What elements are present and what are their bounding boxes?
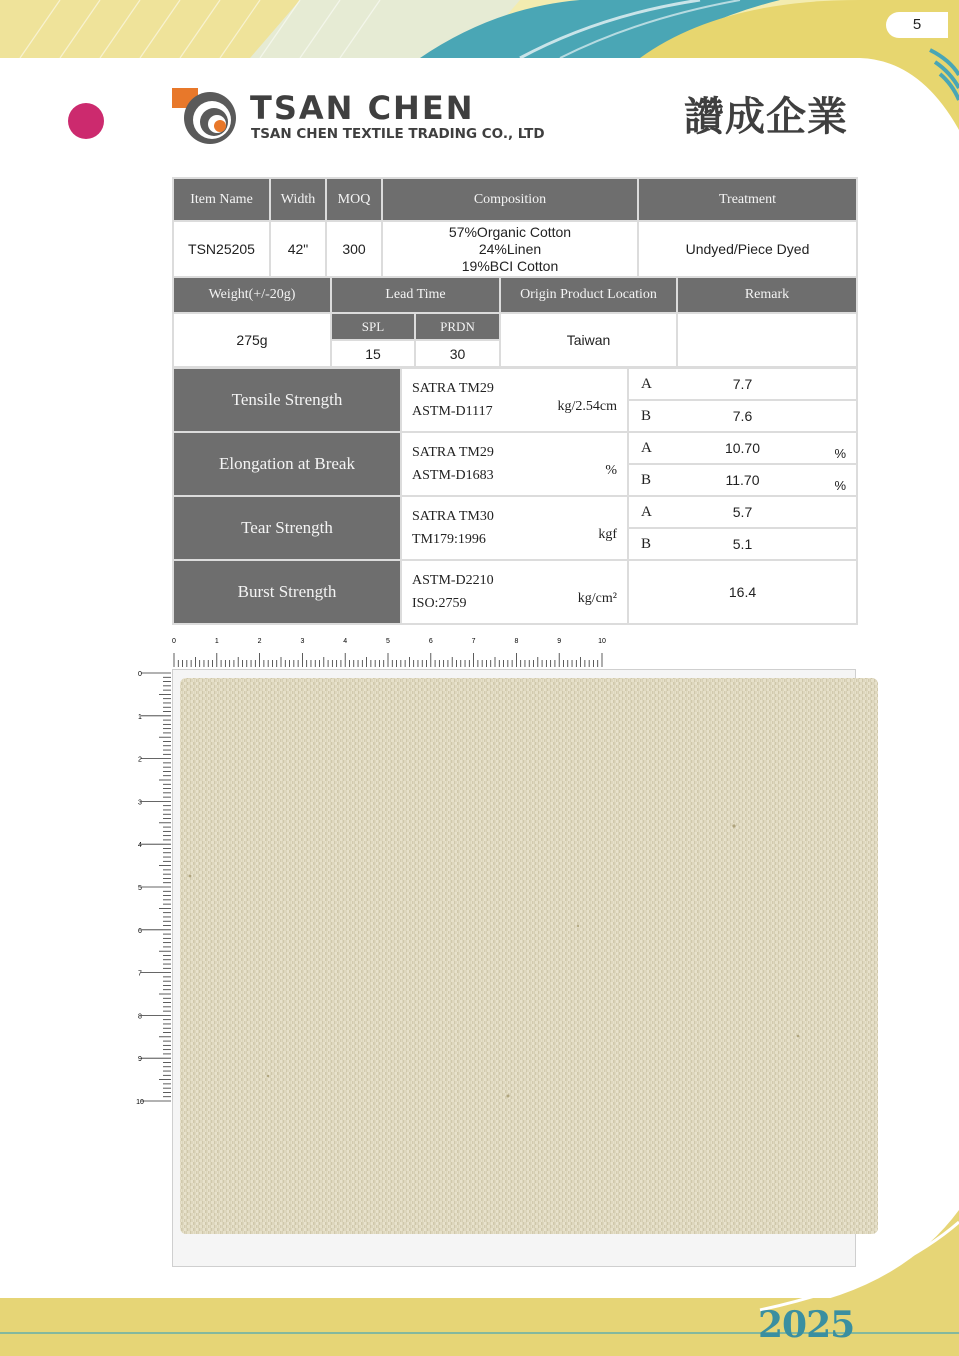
header-spl: SPL [331,313,415,340]
method-line: SATRA TM30 [412,509,494,524]
method-line: SATRA TM29 [412,445,494,460]
spec-table-bottom [172,276,858,368]
method-line: ASTM-D1683 [412,468,494,483]
spl-value: 15 [331,340,415,367]
ruler-label: 2 [138,756,142,764]
composition-line: 19%BCI Cotton [461,257,559,274]
sample-b-label: B [641,408,652,424]
header-treatment: Treatment [638,178,857,221]
sample-a-label: A [641,440,652,456]
value-b-unit: % [834,478,846,493]
header-moq: MOQ [326,178,382,221]
pink-dot [68,103,104,139]
year-mark: 2025 [758,1304,855,1346]
test-method [401,560,628,624]
value-a: 7.7 [732,376,753,392]
prdn-value: 30 [415,340,500,367]
method-line: SATRA TM29 [412,381,494,396]
chinese-company-name: 讚成企業 [684,94,848,140]
ruler-label: 5 [386,638,390,645]
test-name: Tear Strength [173,496,401,560]
method-line: ASTM-D1117 [412,404,493,419]
test-unit: % [605,463,617,478]
test-values [628,368,857,432]
composition-line: 24%Linen [478,240,542,257]
ruler-label: 4 [343,638,348,645]
sample-b-label: B [641,536,652,552]
ruler-label: 1 [214,638,219,645]
value-a-unit: % [834,446,846,461]
value-a: 5.7 [732,504,753,520]
test-method [401,432,628,496]
sample-a-label: A [641,504,652,520]
header-lead-time: Lead Time [331,277,500,313]
ruler-label: 9 [138,1056,142,1064]
test-name: Tensile Strength [173,368,401,432]
header-item-name: Item Name [173,178,270,221]
item-name-value: TSN25205 [173,221,270,277]
test-name: Burst Strength [173,560,401,624]
method-line: TM179:1996 [412,532,486,547]
ruler-label: 7 [471,638,476,645]
brand-name: TSAN CHEN [250,89,475,127]
origin-value: Taiwan [500,313,677,367]
header-decoration [0,0,959,58]
ruler-label: 3 [300,638,305,645]
ruler-label: 6 [138,927,142,935]
spec-table-top [172,177,858,278]
width-value: 42" [270,221,326,277]
ruler-label: 3 [138,799,142,807]
weight-value: 275g [173,313,331,367]
header-prdn: PRDN [415,313,500,340]
page-number: 5 [886,12,948,38]
header-weight: Weight(+/-20g) [173,277,331,313]
header-remark: Remark [677,277,857,313]
test-results-table [172,367,858,625]
ruler-label: 5 [138,885,142,892]
value-b: 11.70 [725,472,760,488]
header-composition: Composition [382,178,638,221]
value-b: 5.1 [732,536,753,552]
test-unit: kgf [598,527,617,542]
brand-subtitle: TSAN CHEN TEXTILE TRADING CO., LTD [251,126,545,142]
method-line: ISO:2759 [412,596,467,611]
test-name: Elongation at Break [173,432,401,496]
ruler-label: 0 [138,671,142,678]
composition-value [382,221,638,277]
value-b: 7.6 [732,408,753,424]
ruler-label: 0 [172,638,176,645]
ruler-label: 10 [598,638,606,645]
test-values [628,496,857,560]
ruler-label: 7 [138,970,142,978]
vertical-ruler [132,668,172,1104]
ruler-label: 9 [557,638,562,645]
test-unit: kg/cm² [577,591,617,606]
remark-value [677,313,857,367]
ruler-label: 8 [138,1013,142,1021]
ruler-label: 10 [136,1099,144,1106]
sample-a-label: A [641,376,652,392]
treatment-value: Undyed/Piece Dyed [638,221,857,277]
bottom-wave-decoration [720,1210,959,1310]
header-origin: Origin Product Location [500,277,677,313]
company-logo-icon [172,88,236,146]
value-a: 10.70 [724,440,761,456]
test-method [401,496,628,560]
moq-value: 300 [326,221,382,277]
composition-line: 57%Organic Cotton [448,223,572,240]
method-line: ASTM-D2210 [412,573,494,588]
test-values [628,432,857,496]
test-unit: kg/2.54cm [557,399,617,414]
burst-value: 16.4 [628,560,857,624]
ruler-label: 2 [257,638,262,645]
ruler-label: 8 [514,638,519,645]
sample-b-label: B [641,472,652,488]
ruler-label: 6 [428,638,433,645]
fabric-swatch-image [178,676,880,1236]
horizontal-ruler [172,634,604,668]
ruler-label: 1 [138,713,142,721]
header-width: Width [270,178,326,221]
test-method [401,368,628,432]
ruler-label: 4 [138,842,142,850]
